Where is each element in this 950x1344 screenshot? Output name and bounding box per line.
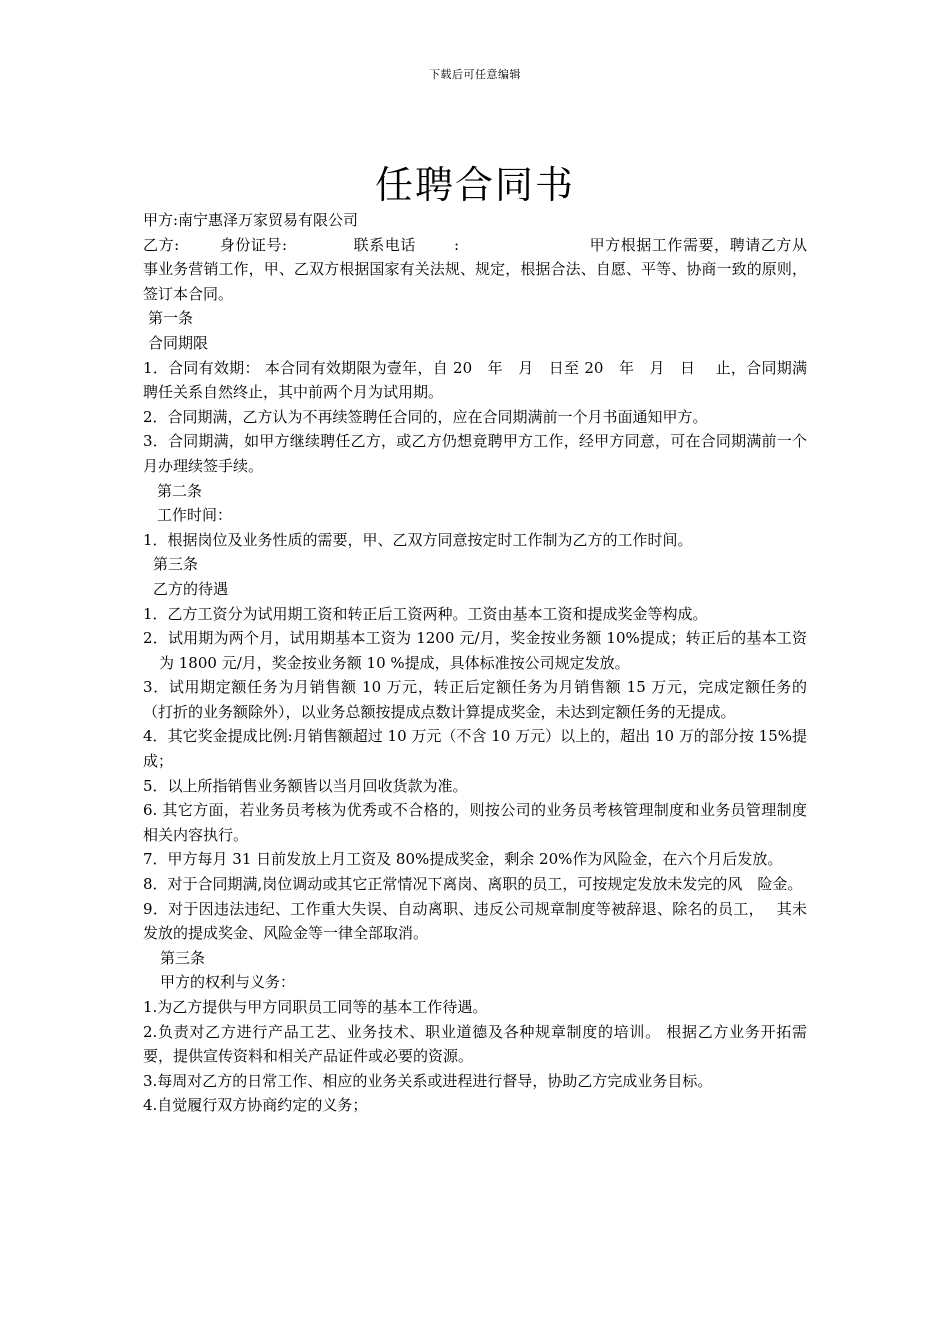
party-b-line xyxy=(143,233,807,307)
article-1-item-1: 1．合同有效期： 本合同有效期限为壹年，自 20 年 月 日至 20 年 月 日 止，合同期满聘任关系自然终止，其中前两个月为试用期。 xyxy=(143,358,807,402)
article-2-number: 第二条 xyxy=(157,481,203,500)
article-3-item-2: 2．试用期为两个月，试用期基本工资为 1200 元/月，奖金按业务额 10%提成；转正后的基本工资为 1800 元/月，奖金按业务额 10 %提成，具体标准按公司规定发放。 xyxy=(143,629,807,672)
article-1-item-2: 2．合同期满，乙方认为不再续签聘任合同的，应在合同期满前一个月书面通知甲方。 xyxy=(143,407,708,426)
article-3-item-8: 8．对于合同期满,岗位调动或其它正常情况下离岗、离职的员工，可按规定发放未发完的风 险金。 xyxy=(143,875,803,894)
intro-start: 甲方根据工作需要，聘请乙 xyxy=(589,235,777,254)
article-3-title: 乙方的待遇 xyxy=(153,579,229,598)
document-title: 任聘合同书 xyxy=(374,163,575,207)
phone-colon: : xyxy=(453,235,460,254)
intro-rest: 方从事业务营销工作，甲、乙双方根据国家有关法规、规定，根据合法、自愿、平等、协商一致的原则，签订本合同。 xyxy=(143,235,807,303)
article-3-number: 第三条 xyxy=(153,555,199,574)
article-1-number: 第一条 xyxy=(148,309,194,328)
id-number-label: 身份证号: xyxy=(219,235,288,254)
article-3-item-9: 9．对于因违法违纪、工作重大失误、自动离职、违反公司规章制度等被辞退、除名的员工， 其未发放的提成奖金、风险金等一律全部取消。 xyxy=(143,899,807,943)
article-2-item-1: 1．根据岗位及业务性质的需要，甲、乙双方同意按定时工作制为乙方的工作时间。 xyxy=(143,530,693,549)
article-4-item-3: 3.每周对乙方的日常工作、相应的业务关系或进程进行督导，协助乙方完成业务目标。 xyxy=(143,1071,713,1090)
page-header: 下载后可任意编辑 xyxy=(429,68,521,81)
party-b-label: 乙方: xyxy=(143,235,180,254)
article-4-item-1: 1.为乙方提供与甲方同职员工同等的基本工作待遇。 xyxy=(143,998,488,1016)
article-4-item-2: 2.负责对乙方进行产品工艺、业务技术、职业道德及各种规章制度的培训。 根据乙方业务开拓需要，提供宣传资料和相关产品证件或必要的资源。 xyxy=(143,1022,807,1066)
article-3-item-4: 4．其它奖金提成比例:月销售额超过 10 万元（不含 10 万元）以上的，超出 10 万的部分按 15%提成； xyxy=(143,727,807,771)
article-4-title: 甲方的权利与义务： xyxy=(160,973,296,992)
article-3-item-5: 5．以上所指销售业务额皆以当月回收货款为准。 xyxy=(143,776,468,795)
article-3-item-1: 1．乙方工资分为试用期工资和转正后工资两种。工资由基本工资和提成奖金等构成。 xyxy=(143,604,708,623)
article-4-number: 第三条 xyxy=(160,948,206,967)
phone-label: 联系电话 xyxy=(353,235,416,254)
article-4-item-4: 4.自觉履行双方协商约定的义务； xyxy=(143,1096,368,1115)
article-3-item-3: 3．试用期定额任务为月销售额 10 万元，转正后定额任务为月销售额 15 万元，完成定额任务的（打折的业务额除外），以业务总额按提成点数计算提成奖金，未达到定额任务的无提成。 xyxy=(143,678,807,721)
article-1-title: 合同期限 xyxy=(148,333,209,352)
article-3-item-7: 7．甲方每月 31 日前发放上月工资及 80%提成奖金，剩余 20%作为风险金，在六个月后发放。 xyxy=(143,850,783,869)
party-a-line: 甲方:南宁惠泽万家贸易有限公司 xyxy=(143,211,359,229)
article-3-item-6: 6. 其它方面，若业务员考核为优秀或不合格的，则按公司的业务员考核管理制度和业务员管理制度相关内容执行。 xyxy=(143,801,807,844)
article-2-title: 工作时间： xyxy=(157,506,233,525)
article-1-item-3: 3．合同期满，如甲方继续聘任乙方，或乙方仍想竟聘甲方工作，经甲方同意，可在合同期满前一个月办理续签手续。 xyxy=(143,432,807,475)
contract-body xyxy=(143,208,807,1118)
